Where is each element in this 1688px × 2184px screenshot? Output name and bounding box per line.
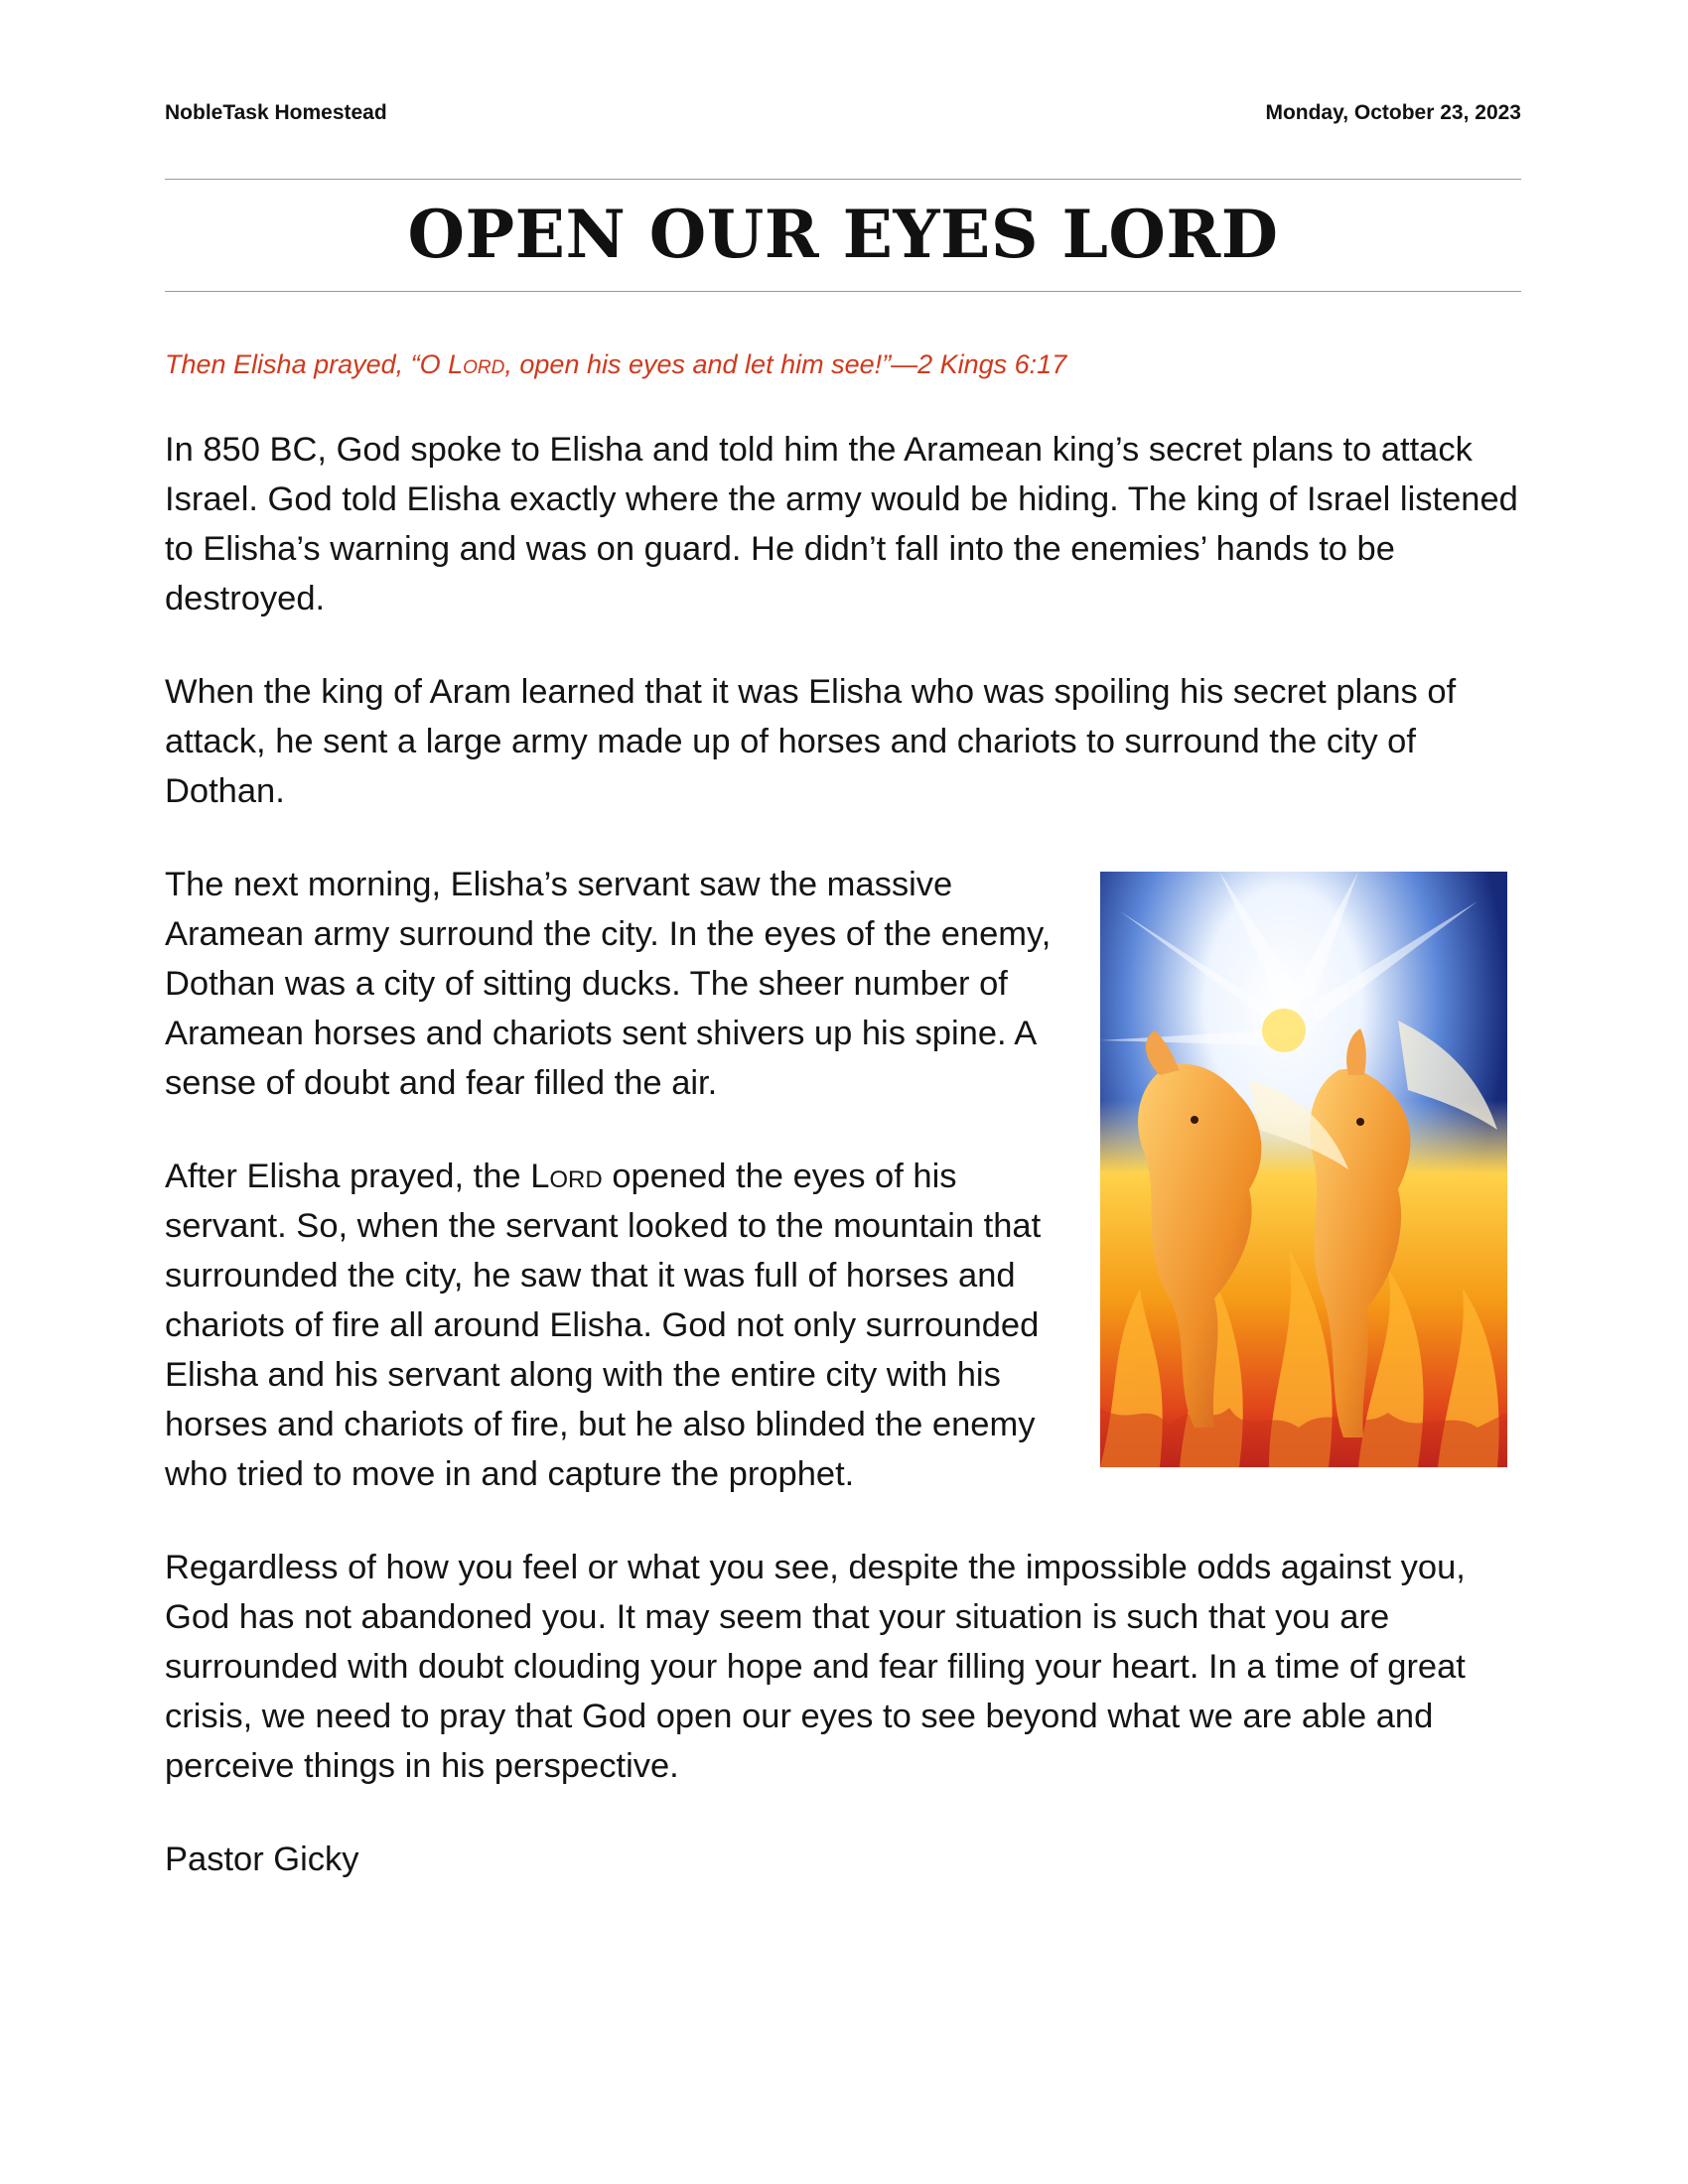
horses-of-fire-illustration [1100,872,1507,1467]
horses-of-fire-painting-icon [1100,872,1507,1467]
paragraph-5: Regardless of how you feel or what you see, despite the impossible odds against you, God has not abandoned you. It may seem that your situation is such that you are surrounded with doubt clouding your hope and fear filling your heart. In a time of great crisis, we need to pray that God open our eyes to see beyond what we are able and perceive things in his perspective. [165,1549,1466,1785]
signature: Pastor Gicky [165,1841,359,1878]
verse-text-after: , open his eyes and let him see!”—2 Kings 6:17 [504,349,1067,379]
paragraph-2: When the king of Aram learned that it was Elisha who was spoiling his secret plans of attack, he sent a large army made up of horses and chariots to surround the city of Dothan. [165,673,1457,810]
title-rule-bottom [165,291,1521,292]
page-header [165,101,1521,127]
publish-date: Monday, October 23, 2023 [1265,101,1521,124]
page [165,0,1521,2184]
paragraph-3: The next morning, Elisha’s servant saw the massive Aramean army surround the city. In the eyes of the enemy, Dothan was a city of sitting ducks. The sheer number of Aramean horses and chariots sent shivers up his spine. A sense of doubt and fear filled the air. [165,866,1052,1102]
verse-text-before: Then Elisha prayed, “O [165,349,449,379]
paragraph-1: In 850 BC, God spoke to Elisha and told him the Aramean king’s secret plans to attack Israel. God told Elisha exactly where the army would be hiding. The king of Israel listened to Elisha’s warning and was on guard. He didn’t fall into the enemies’ hands to be destroyed. [165,431,1518,617]
scripture-verse [165,349,1521,380]
verse-lord: Lord [448,349,505,379]
title-rule-top [165,179,1521,180]
paragraph-4-before: After Elisha prayed, the [165,1158,531,1195]
site-name: NobleTask Homestead [165,101,387,124]
page-title: OPEN OUR EYES LORD [407,196,1279,273]
article-body [165,425,1521,1928]
paragraph-4-lord: Lord [530,1158,603,1195]
paragraph-4-after: opened the eyes of his servant. So, when the servant looked to the mountain that surrounded the city, he saw that it was full of horses and chariots of fire all around Elisha. God not only surrounded Elisha and his servant along with the entire city with his horses and chariots of fire, but he also blinded the enemy who tried to move in and capture the prophet. [165,1158,1042,1493]
